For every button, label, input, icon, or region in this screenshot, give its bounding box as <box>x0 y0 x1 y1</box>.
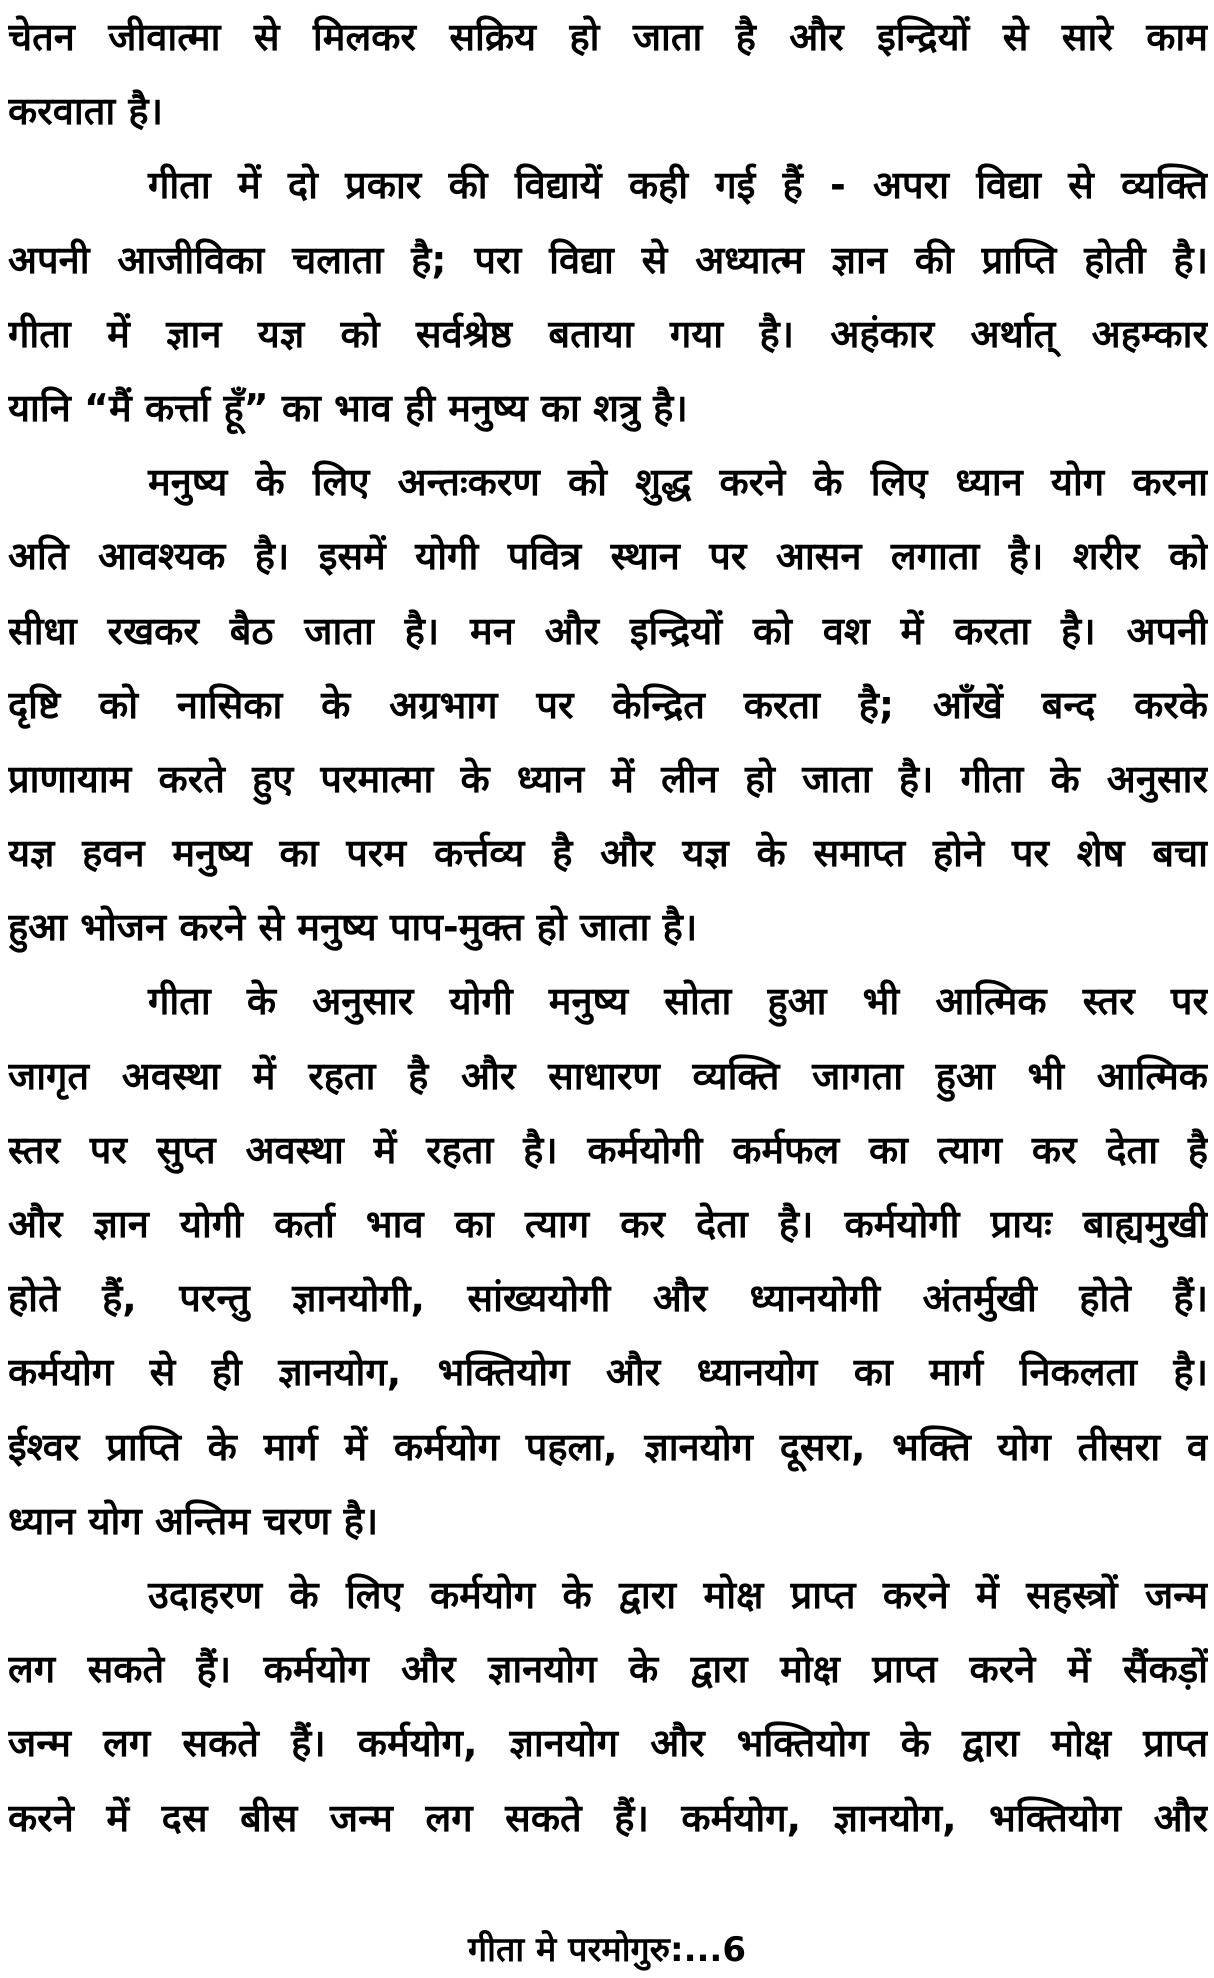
text-line: हुआ भोजन करने से मनुष्य पाप-मुक्त हो जाता है। <box>8 905 698 950</box>
text-line: ध्यान योग अन्तिम चरण है। <box>8 1498 379 1543</box>
text-line: यानि “मैं कर्त्ता हूँ” का भाव ही मनुष्य का शत्रु है। <box>8 385 688 430</box>
text-line: जन्म लग सकते हैं। कर्मयोग, ज्ञानयोग और भक्तियोग के द्वारा मोक्ष प्राप्त <box>8 1721 1208 1766</box>
page-footer: गीता मे परमोगुरु:...6 <box>468 1930 746 1970</box>
text-line: प्राणायाम करते हुए परमात्मा के ध्यान में लीन हो जाता है। गीता के अनुसार <box>8 756 1208 801</box>
text-line: कर्मयोग से ही ज्ञानयोग, भक्तियोग और ध्यानयोग का मार्ग निकलता है। <box>8 1350 1208 1395</box>
text-line: करने में दस बीस जन्म लग सकते हैं। कर्मयोग, ज्ञानयोग, भक्तियोग और <box>8 1795 1208 1840</box>
text-line: होते हैं, परन्तु ज्ञानयोगी, सांख्ययोगी और ध्यानयोगी अंतर्मुखी होते हैं। <box>8 1276 1208 1321</box>
paragraph-start-line: गीता में दो प्रकार की विद्यायें कही गई हैं - अपरा विद्या से व्यक्ति <box>148 163 1208 208</box>
text-line: अति आवश्यक है। इसमें योगी पवित्र स्थान पर आसन लगाता है। शरीर को <box>8 534 1208 579</box>
text-line: ईश्वर प्राप्ति के मार्ग में कर्मयोग पहला, ज्ञानयोग दूसरा, भक्ति योग तीसरा व <box>8 1424 1208 1469</box>
document-body <box>8 0 1208 1855</box>
text-line: दृष्टि को नासिका के अग्रभाग पर केन्द्रित करता है; आँखें बन्द करके <box>8 682 1208 727</box>
text-line: सीधा रखकर बैठ जाता है। मन और इन्द्रियों को वश में करता है। अपनी <box>8 608 1208 653</box>
text-line: लग सकते हैं। कर्मयोग और ज्ञानयोग के द्वारा मोक्ष प्राप्त करने में सैंकड़ों <box>8 1647 1208 1692</box>
text-line: जागृत अवस्था में रहता है और साधारण व्यक्ति जागता हुआ भी आत्मिक <box>8 1053 1208 1098</box>
text-line: चेतन जीवात्मा से मिलकर सक्रिय हो जाता है और इन्द्रियों से सारे काम <box>8 15 1208 59</box>
paragraph-start-line: गीता के अनुसार योगी मनुष्य सोता हुआ भी आत्मिक स्तर पर <box>148 979 1208 1024</box>
text-line: यज्ञ हवन मनुष्य का परम कर्त्तव्य है और यज्ञ के समाप्त होने पर शेष बचा <box>8 831 1208 876</box>
text-line: स्तर पर सुप्त अवस्था में रहता है। कर्मयोगी कर्मफल का त्याग कर देता है <box>8 1127 1208 1172</box>
text-line: अपनी आजीविका चलाता है; परा विद्या से अध्यात्म ज्ञान की प्राप्ति होती है। <box>8 237 1208 282</box>
text-line: करवाता है। <box>8 89 164 134</box>
paragraph-start-line: उदाहरण के लिए कर्मयोग के द्वारा मोक्ष प्राप्त करने में सहस्त्रों जन्म <box>148 1572 1208 1617</box>
paragraph-start-line: मनुष्य के लिए अन्तःकरण को शुद्ध करने के लिए ध्यान योग करना <box>148 460 1208 505</box>
text-line: गीता में ज्ञान यज्ञ को सर्वश्रेष्ठ बताया गया है। अहंकार अर्थात् अहम्कार <box>8 311 1208 356</box>
text-line: और ज्ञान योगी कर्ता भाव का त्याग कर देता है। कर्मयोगी प्रायः बाह्यमुखी <box>8 1202 1208 1246</box>
